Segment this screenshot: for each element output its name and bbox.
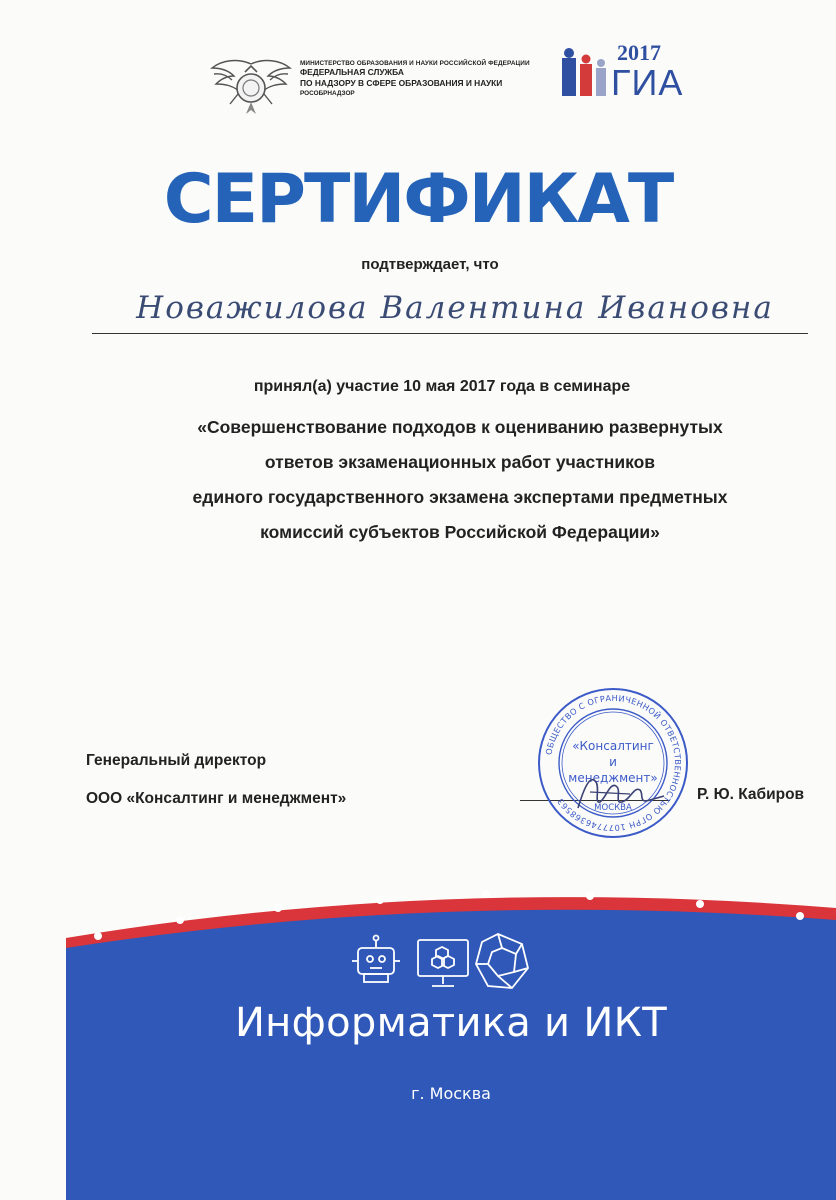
stamp-ring-text: ОБЩЕСТВО С ОГРАНИЧЕННОЙ ОТВЕТСТВЕННОСТЬЮ ОГРН 1077746368563 [543,692,684,834]
handwritten-signature [560,752,670,822]
banner-title: Информатика и ИКТ [234,1000,668,1046]
crystal-icon [476,934,528,988]
gia-year: 2017 [617,40,661,65]
seminar-line: единого государственного экзамена экспертами предметных [192,487,728,507]
service-short-name: РОСОБРНАДЗОР [300,90,355,97]
banner-icons [346,928,546,998]
signer-position: Генеральный директор [86,752,267,769]
stamp-center-line1: «Консалтинг [572,739,654,753]
seminar-line: «Совершенствование подходов к оцениванию развернутых [197,417,723,437]
seminar-line: ответов экзаменационных работ участников [264,452,656,472]
ministry-name: МИНИСТЕРСТВО ОБРАЗОВАНИЯ И НАУКИ РОССИЙСКОЙ ФЕДЕРАЦИИ [300,60,530,67]
service-name-line2: ПО НАДЗОРУ В СФЕРЕ ОБРАЗОВАНИЯ И НАУКИ [300,78,503,88]
banner-city: г. Москва [411,1084,491,1103]
recipient-name: Новажилова Валентина Ивановна [136,290,774,326]
robot-icon [352,936,400,983]
seminar-title [120,410,800,550]
stamp-center-line3: менеджмент» [568,771,658,785]
stamp-city: МОСКВА [594,803,632,813]
computer-hexagon-icon [418,940,468,986]
stamp-center-line2: и [609,755,617,769]
gia-word: ГИА [611,62,684,103]
signer-name: Р. Ю. Кабиров [697,786,805,803]
service-name-line1: ФЕДЕРАЛЬНАЯ СЛУЖБА [300,67,404,77]
eagle-emblem-icon [208,54,294,118]
recipient-underline [92,333,808,334]
seminar-line: комиссий субъектов Российской Федерации» [260,522,660,542]
signer-organization: ООО «Консалтинг и менеджмент» [86,790,347,807]
agency-name [300,60,540,97]
confirms-text: подтверждает, что [361,256,499,273]
participation-text: принял(а) участие 10 мая 2017 года в семинаре [253,378,631,395]
certificate-title: СЕРТИФИКАТ [163,160,673,239]
